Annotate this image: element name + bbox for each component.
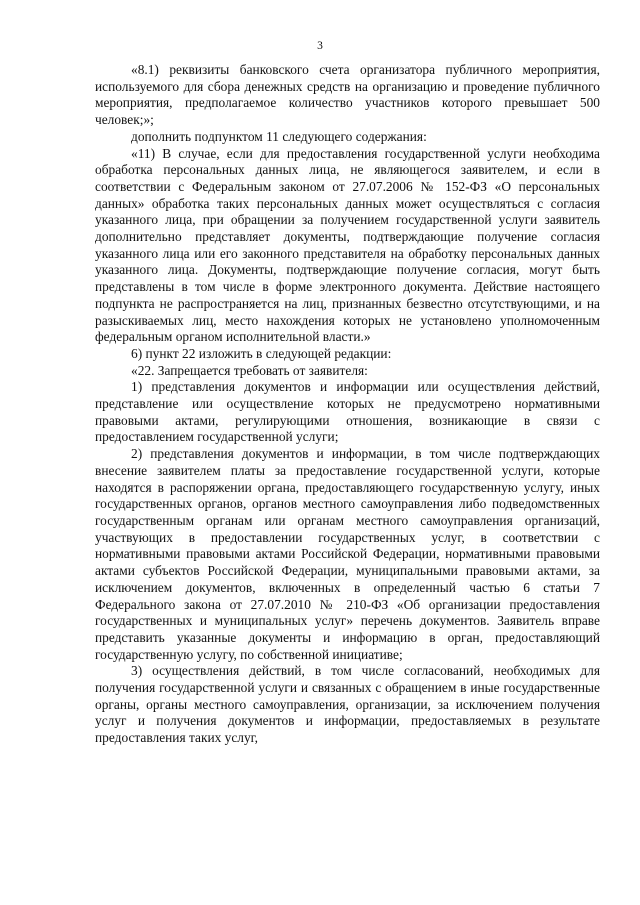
paragraph-list-item-1: 1) представления документов и информации или осуществления действий, представление или осуществление которых не предусмотрено нормативными правовыми актами, регулирующими отношения, возникающие в связи с предоставлением государственной услуги; <box>95 379 600 445</box>
paragraph-add-subitem-11: дополнить подпунктом 11 следующего содержания: <box>131 128 427 144</box>
document-body <box>95 62 600 747</box>
paragraph-clause-22: «22. Запрещается требовать от заявителя: <box>131 362 368 378</box>
page-number: 3 <box>317 40 323 52</box>
paragraph-list-item-3: 3) осуществления действий, в том числе согласований, необходимых для получения государственной услуги и связанных с обращением в иные государственные органы, органы местного самоуправления, организации, за исключением получения услуг и получения документов и информации, предоставляемых в результате предоставления таких услуг, <box>95 663 600 746</box>
paragraph-item-6: 6) пункт 22 изложить в следующей редакции: <box>131 345 392 361</box>
paragraph-8-1: «8.1) реквизиты банковского счета организатора публичного мероприятия, используемого для сбора денежных средств на организацию и проведение публичного мероприятия, предполагаемое количество участников которого превышает 500 человек;»; <box>95 62 600 128</box>
paragraph-subitem-11: «11) В случае, если для предоставления государственной услуги необходима обработка персональных данных лица, не являющегося заявителем, и если в соответствии с Федеральным законом от 27.07.2006 № 152-ФЗ «О персональных данных» обработка таких персональных данных может осуществляться с согласия указанного лица, при обращении за получением государственной услуги заявитель дополнительно представляет документы, подтверждающие получение согласия указанного лица или его законного представителя на обработку персональных данных указанного лица. Документы, подтверждающие получение согласия, могут быть представлены в том числе в форме электронного документа. Действие настоящего подпункта не распространяется на лиц, признанных безвестно отсутствующими, и на разыскиваемых лиц, место нахождения которых не установлено уполномоченным федеральным органом исполнительной власти.» <box>95 145 600 345</box>
paragraph-list-item-2: 2) представления документов и информации, в том числе подтверждающих внесение заявителем платы за предоставление государственной услуги, которые находятся в распоряжении органа, предоставляющего государственную услугу, иных государственных органов, органов местного самоуправления либо подведомственных государственным органам или органам местного самоуправления организаций, участвующих в предоставлении государственных услуг, в соответствии с нормативными правовыми актами Российской Федерации, нормативными правовыми актами субъектов Российской Федерации, муниципальными правовыми актами, за исключением документов, включенных в определенный частью 6 статьи 7 Федерального закона от 27.07.2010 № 210-ФЗ «Об организации предоставления государственных и муниципальных услуг» перечень документов. Заявитель вправе представить указанные документы и информацию в орган, предоставляющий государственную услугу, по собственной инициативе; <box>95 446 600 662</box>
